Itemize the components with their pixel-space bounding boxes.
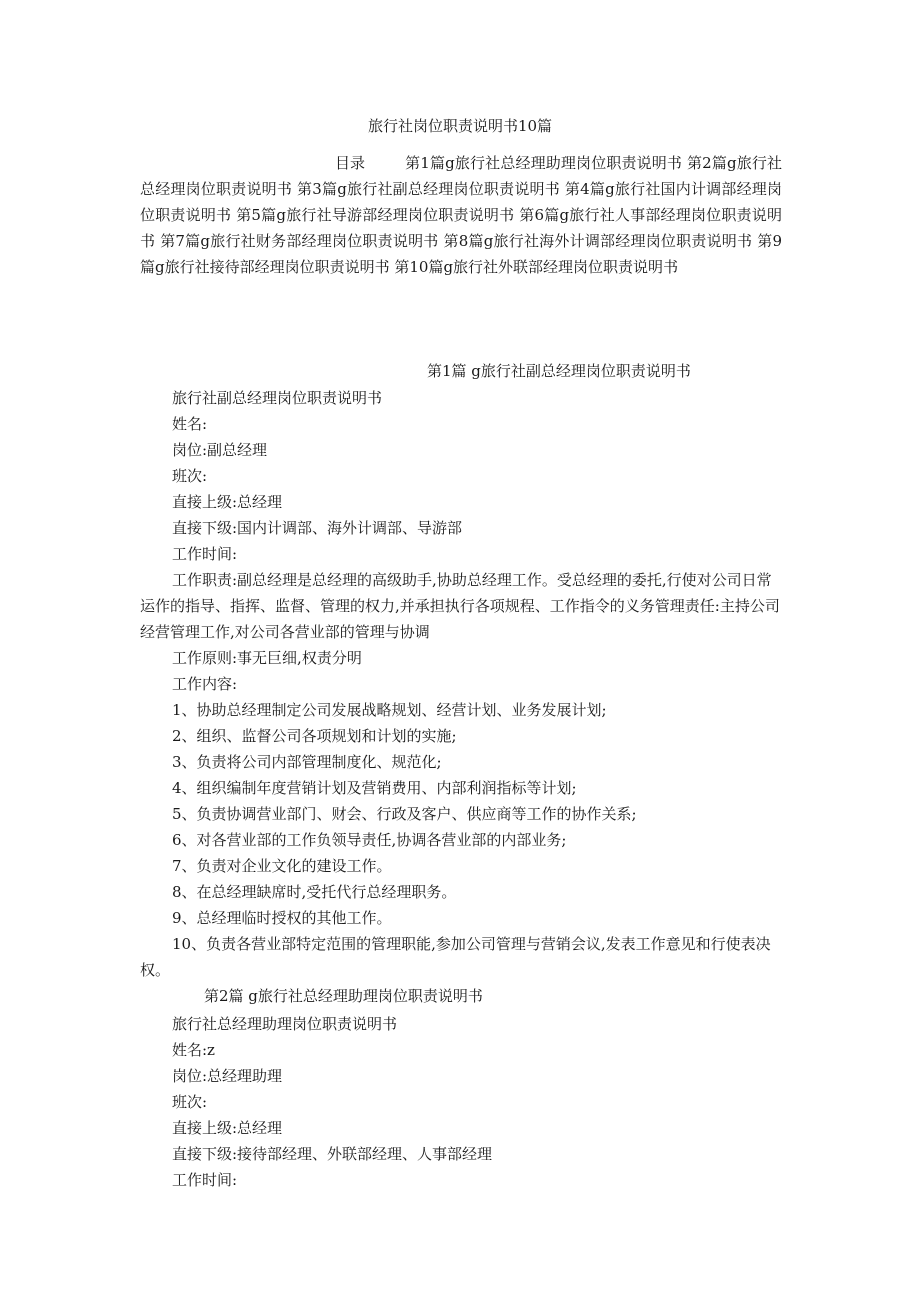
section-1-line: 工作原则:事无巨细,权责分明 [172, 649, 362, 667]
section-1-line: 岗位:副总经理 [172, 441, 268, 459]
section-1-line: 5、负责协调营业部门、财会、行政及客户、供应商等工作的协作关系; [172, 805, 637, 823]
section-2-line: 班次: [172, 1093, 208, 1111]
section-1-heading: 第1篇 g旅行社副总经理岗位职责说明书 [427, 362, 691, 380]
section-1-line: 7、负责对企业文化的建设工作。 [172, 857, 392, 875]
section-1-line: 工作内容: [172, 675, 238, 693]
section-2-line: 工作时间: [172, 1171, 238, 1189]
section-2-line: 姓名:z [172, 1041, 215, 1059]
toc-label: 目录 [335, 154, 366, 172]
section-2-line: 岗位:总经理助理 [172, 1067, 283, 1085]
section-1-line: 直接上级:总经理 [172, 493, 283, 511]
section-1-line: 6、对各营业部的工作负领导责任,协调各营业部的内部业务; [172, 831, 567, 849]
section-1-line: 工作时间: [172, 545, 238, 563]
section-1-line: 旅行社副总经理岗位职责说明书 [172, 389, 383, 407]
section-1-line: 姓名: [172, 415, 208, 433]
section-1-line: 9、总经理临时授权的其他工作。 [172, 909, 392, 927]
section-1-line: 3、负责将公司内部管理制度化、规范化; [172, 753, 442, 771]
section-1-line: 2、组织、监督公司各项规划和计划的实施; [172, 727, 457, 745]
section-2-line: 直接上级:总经理 [172, 1119, 283, 1137]
section-1-body [140, 385, 782, 983]
section-2-heading: 第2篇 g旅行社总经理助理岗位职责说明书 [204, 987, 483, 1005]
section-2-line: 直接下级:接待部经理、外联部经理、人事部经理 [172, 1145, 493, 1163]
section-1-line: 4、组织编制年度营销计划及营销费用、内部利润指标等计划; [172, 779, 577, 797]
section-1-line: 8、在总经理缺席时,受托代行总经理职务。 [172, 883, 457, 901]
section-1-line: 10、负责各营业部特定范围的管理职能,参加公司管理与营销会议,发表工作意见和行使表决权。 [140, 935, 771, 979]
section-1-line: 工作职责:副总经理是总经理的高级助手,协助总经理工作。受总经理的委托,行使对公司日常运作的指导、指挥、监督、管理的权力,并承担执行各项规程、工作指令的义务管理责任:主持公司经营管理工作,对公司各营业部的管理与协调 [140, 571, 780, 641]
section-2-line: 旅行社总经理助理岗位职责说明书 [172, 1015, 398, 1033]
section-2-body [140, 1011, 782, 1193]
section-1-line: 班次: [172, 467, 208, 485]
table-of-contents [140, 150, 782, 280]
section-1-line: 直接下级:国内计调部、海外计调部、导游部 [172, 519, 463, 537]
toc-text: 第1篇g旅行社总经理助理岗位职责说明书 第2篇g旅行社总经理岗位职责说明书 第3篇g旅行社副总经理岗位职责说明书 第4篇g旅行社国内计调部经理岗位职责说明书 第5篇g旅行社导游部经理岗位职责说明书 第6篇g旅行社人事部经理岗位职责说明书 第7篇g旅行社财务部经理岗位职责说明书 第8篇g旅行社海外计调部经理岗位职责说明书 第9篇g旅行社接待部经理岗位职责说明书 第10篇g旅行社外联部经理岗位职责说明书 [140, 154, 782, 276]
section-1-line: 1、协助总经理制定公司发展战略规划、经营计划、业务发展计划; [172, 701, 607, 719]
document-title: 旅行社岗位职责说明书10篇 [367, 117, 553, 135]
